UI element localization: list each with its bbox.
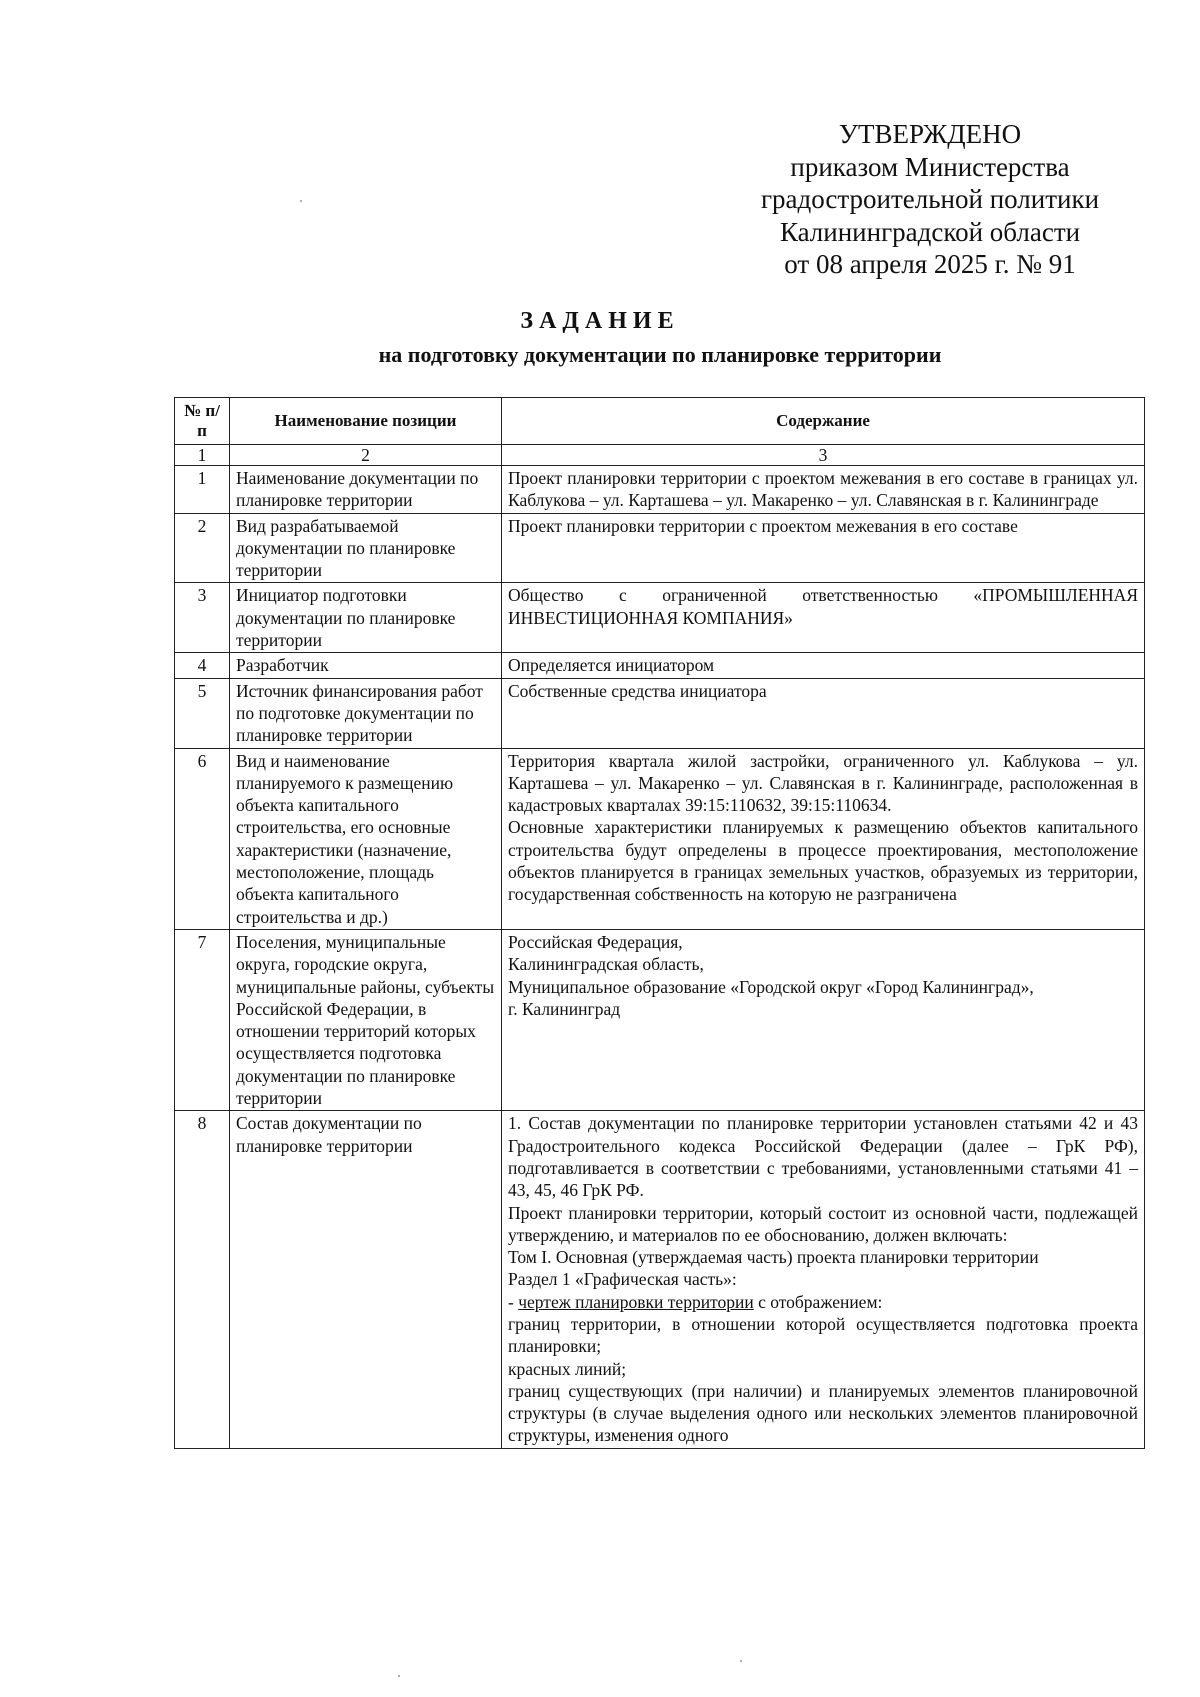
content-line: Муниципальное образование «Городской округ «Город Калининград», [508, 976, 1034, 997]
content-paragraph: 1. Состав документации по планировке территории установлен статьями 42 и 43 Градостроительного кодекса Российской Федерации (далее – ГрК РФ), подготавливается в соответствии с требованиями, установленными статьями 41 – 43, 45, 46 ГрК РФ. [508, 1113, 1138, 1201]
underlined-term: чертеж планировки территории [518, 1291, 754, 1312]
table-row [175, 748, 1145, 929]
row-number: 7 [175, 929, 230, 1110]
content-line: г. Калининград [508, 998, 621, 1019]
content-paragraph: Территория квартала жилой застройки, ограниченного ул. Каблукова – ул. Карташева – ул. Макаренко – ул. Славянская в г. Калининграде, расположенная в кадастровых кварталах 39:15:110632, 39:15:110634. [508, 750, 1138, 816]
text-suffix: с отображением: [753, 1291, 883, 1312]
document-title: ЗАДАНИЕ [520, 308, 680, 334]
row-position: Вид и наименование планируемого к размещению объекта капитального строительства, его основные характеристики (назначение, местоположение, площадь объекта капитального строительства и др.) [230, 748, 502, 929]
table-row [175, 466, 1145, 514]
content-paragraph: Основные характеристики планируемых к размещению объектов капитального строительства будут определены в процессе проектирования, местоположение объектов планируется в границах земельных участков, образуемых из территории, государственная собственность на которую не разграничена [508, 817, 1138, 905]
row-position: Состав документации по планировке территории [230, 1111, 502, 1448]
row-number: 1 [175, 466, 230, 514]
approval-line: Калининградской области [779, 216, 1081, 247]
row-position: Разработчик [230, 653, 502, 678]
column-numbers-row [175, 445, 1145, 466]
header-num: № п/п [175, 398, 230, 445]
table-row [175, 929, 1145, 1110]
row-content: Общество с ограниченной ответственностью «ПРОМЫШЛЕННАЯ ИНВЕСТИЦИОННАЯ КОМПАНИЯ» [502, 583, 1145, 653]
row-position: Поселения, муниципальные округа, городские округа, муниципальные районы, субъекты Российской Федерации, в отношении территорий которых осуществляется подготовка документации по планировке территории [230, 929, 502, 1110]
header-content: Содержание [502, 398, 1145, 445]
row-content [502, 1111, 1145, 1448]
content-line: Калининградская область, [508, 954, 704, 975]
content-paragraph: красных линий; [508, 1358, 627, 1379]
document-subtitle: на подготовку документации по планировке территории [378, 342, 942, 367]
row-position: Вид разрабатываемой документации по планировке территории [230, 513, 502, 583]
table-row [175, 653, 1145, 678]
approval-heading: УТВЕРЖДЕНО [838, 119, 1022, 149]
table-header-row [175, 398, 1145, 445]
scan-speck [300, 200, 302, 202]
approval-date: от 08 апреля 2025 г. № 91 [784, 249, 1076, 279]
scan-speck [740, 1660, 742, 1662]
row-number: 3 [175, 583, 230, 653]
row-number: 2 [175, 513, 230, 583]
column-number: 3 [502, 445, 1145, 466]
row-number: 5 [175, 678, 230, 748]
approval-block [700, 118, 1160, 281]
row-content [502, 748, 1145, 929]
header-position: Наименование позиции [230, 398, 502, 445]
row-content: Определяется инициатором [502, 653, 1145, 678]
row-position: Инициатор подготовки документации по планировке территории [230, 583, 502, 653]
approval-line: приказом Министерства [790, 151, 1070, 182]
scan-speck [398, 1675, 400, 1677]
column-number: 2 [230, 445, 502, 466]
content-line: Российская Федерация, [508, 931, 683, 952]
row-number: 8 [175, 1111, 230, 1448]
column-number: 1 [175, 445, 230, 466]
row-position: Источник финансирования работ по подготовке документации по планировке территории [230, 678, 502, 748]
table-row [175, 1111, 1145, 1448]
row-content: Проект планировки территории с проектом межевания в его составе в границах ул. Каблукова – ул. Карташева – ул. Макаренко – ул. Славянская в г. Калининграде [502, 466, 1145, 514]
table-row [175, 678, 1145, 748]
row-number: 4 [175, 653, 230, 678]
content-paragraph: границ территории, в отношении которой осуществляется подготовка проекта планировки; [508, 1313, 1138, 1357]
row-content: Проект планировки территории с проектом межевания в его составе [502, 513, 1145, 583]
dash: - [508, 1291, 519, 1312]
approval-line: градостроительной политики [760, 184, 1100, 214]
content-paragraph: границ существующих (при наличии) и планируемых элементов планировочной структуры (в случае выделения одного или нескольких элементов планировочной структуры, изменения одного [508, 1380, 1138, 1446]
row-number: 6 [175, 748, 230, 929]
row-content: Собственные средства инициатора [502, 678, 1145, 748]
table-row [175, 513, 1145, 583]
content-paragraph: Том I. Основная (утверждаемая часть) проекта планировки территории [508, 1247, 1039, 1268]
content-paragraph: Проект планировки территории, который состоит из основной части, подлежащей утверждению, и материалов по ее обоснованию, должен включать: [508, 1202, 1138, 1245]
content-paragraph: Раздел 1 «Графическая часть»: [508, 1269, 737, 1290]
task-table [174, 397, 1145, 1449]
content-paragraph [508, 1291, 1138, 1313]
row-position: Наименование документации по планировке территории [230, 466, 502, 514]
row-content [502, 929, 1145, 1110]
table-row [175, 583, 1145, 653]
